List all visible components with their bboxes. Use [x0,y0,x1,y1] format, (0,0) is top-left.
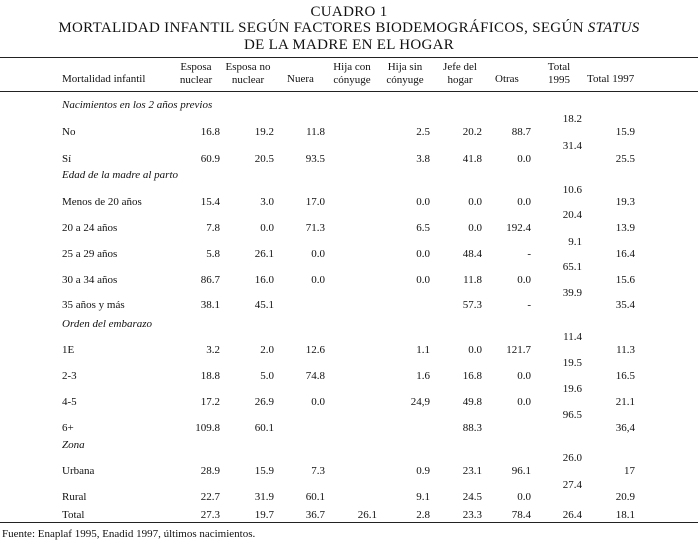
header-rule [0,91,698,92]
cell-total-1995: 18.2 [562,113,582,125]
cell-en: 109.8 [195,422,220,434]
bottom-rule [0,522,698,523]
cell-otras: - [527,248,531,260]
cell-otras: 0.0 [517,274,531,286]
cell-en: 38.1 [200,299,220,311]
row-label: Rural [62,491,87,503]
cell-enn: 26.9 [254,396,274,408]
cell-t97: 15.6 [615,274,635,286]
cell-total-1995: 10.6 [562,184,582,196]
header-nuera: Nuera [287,73,314,85]
cell-hs: 0.0 [416,248,430,260]
cell-otras: 0.0 [517,396,531,408]
cell-total-1995: 11.4 [563,331,582,343]
cell-hc: 26.1 [357,509,377,521]
cell-otras: 0.0 [517,491,531,503]
cell-nuera: 74.8 [305,370,325,382]
cell-otras: 0.0 [517,153,531,165]
cell-t97: 35.4 [615,299,635,311]
row-label: 2-3 [62,370,77,382]
cell-jefe: 0.0 [468,196,482,208]
cell-hs: 0.9 [416,465,430,477]
cell-t97: 18.1 [615,509,635,521]
cell-hs: 9.1 [416,491,430,503]
cell-jefe: 0.0 [468,222,482,234]
row-label: No [62,126,76,138]
cell-otras: 88.7 [511,126,531,138]
header-esposa-no-nuclear: Esposa no nuclear [225,61,271,86]
cell-total-1995: 9.1 [568,236,582,248]
cell-total-1995: 65.1 [562,261,582,273]
cell-hs: 2.8 [416,509,430,521]
table-number: CUADRO 1 [310,4,388,20]
cell-hs: 1.6 [416,370,430,382]
cell-enn: 45.1 [254,299,274,311]
row-label: Urbana [62,465,95,477]
cell-enn: 19.2 [254,126,274,138]
cell-nuera: 0.0 [311,274,325,286]
header-esposa-nuclear: Esposa nuclear [179,61,213,86]
cell-en: 60.9 [200,153,220,165]
cell-en: 5.8 [206,248,220,260]
cell-hs: 24,9 [410,396,430,408]
cell-t97: 13.9 [615,222,635,234]
cell-otras: - [527,299,531,311]
row-label: 1E [62,344,75,356]
cell-total-1995: 31.4 [562,140,582,152]
cell-hs: 6.5 [416,222,430,234]
cell-jefe: 57.3 [462,299,482,311]
cell-nuera: 11.8 [306,126,325,138]
cell-t97: 20.9 [615,491,635,503]
cell-enn: 26.1 [254,248,274,260]
header-hija-sin-conyuge: Hija sin cónyuge [386,61,424,86]
section-orden-embarazo: Orden del embarazo [62,318,153,330]
cell-nuera: 93.5 [305,153,325,165]
cell-hs: 2.5 [416,126,430,138]
cell-t97: 15.9 [615,126,635,138]
cell-enn: 20.5 [254,153,274,165]
cell-jefe: 20.2 [462,126,482,138]
cell-enn: 5.0 [260,370,274,382]
row-label: Sí [62,153,72,165]
cell-otras: 0.0 [517,370,531,382]
cell-total-1995: 19.5 [562,357,582,369]
cell-enn: 19.7 [254,509,274,521]
cell-jefe: 11.8 [463,274,482,286]
cell-en: 27.3 [200,509,220,521]
cell-hs: 3.8 [416,153,430,165]
table-subtitle: DE LA MADRE EN EL HOGAR [243,37,455,53]
cell-jefe: 41.8 [462,153,482,165]
row-label: 4-5 [62,396,77,408]
cell-jefe: 23.3 [462,509,482,521]
row-label: Total [62,509,85,521]
header-total-1995: Total 1995 [547,61,571,86]
cell-nuera: 71.3 [305,222,325,234]
cell-enn: 3.0 [260,196,274,208]
cell-jefe: 23.1 [462,465,482,477]
cell-otras: 0.0 [517,196,531,208]
cell-en: 18.8 [200,370,220,382]
table-title [0,20,698,36]
cell-hs: 1.1 [416,344,430,356]
cell-en: 7.8 [206,222,220,234]
row-label: 25 a 29 años [62,248,118,260]
cell-nuera: 0.0 [311,396,325,408]
cell-t97: 36,4 [615,422,635,434]
top-rule [0,57,698,58]
cell-t97: 19.3 [615,196,635,208]
section-zona: Zona [62,439,85,451]
cell-total-1995: 20.4 [562,209,582,221]
cell-jefe: 88.3 [462,422,482,434]
header-otras: Otras [495,73,519,85]
cell-total-1995: 26.0 [562,452,582,464]
section-nacimientos: Nacimientos en los 2 años previos [62,99,213,111]
row-label: 30 a 34 años [62,274,118,286]
cell-t97: 17 [624,465,635,477]
cell-total-1995: 27.4 [562,479,582,491]
cell-t97: 21.1 [615,396,635,408]
table-title-main: MORTALIDAD INFANTIL SEGÚN FACTORES BIODEMOGRÁFICOS, SEGÚN [58,20,588,36]
cell-nuera: 7.3 [311,465,325,477]
cell-enn: 15.9 [254,465,274,477]
cell-jefe: 48.4 [462,248,482,260]
row-label: 35 años y más [62,299,125,311]
cell-t97: 16.4 [615,248,635,260]
row-label: 20 a 24 años [62,222,118,234]
cell-nuera: 36.7 [305,509,325,521]
cell-total-1995: 39.9 [562,287,582,299]
table-title-italic: STATUS [587,20,640,36]
cell-nuera: 60.1 [305,491,325,503]
cell-en: 17.2 [200,396,220,408]
cell-jefe: 24.5 [462,491,482,503]
cell-otras: 192.4 [506,222,531,234]
cell-enn: 60.1 [254,422,274,434]
cell-en: 3.2 [206,344,220,356]
header-hija-con-conyuge: Hija con cónyuge [333,61,371,86]
cell-t97: 25.5 [615,153,635,165]
cell-en: 28.9 [200,465,220,477]
source-note: Fuente: Enaplaf 1995, Enadid 1997, últimos nacimientos. [2,528,256,540]
cell-nuera: 0.0 [311,248,325,260]
header-jefe-del-hogar: Jefe del hogar [443,61,477,86]
section-edad-madre: Edad de la madre al parto [62,169,178,181]
cell-enn: 31.9 [254,491,274,503]
cell-otras: 121.7 [506,344,531,356]
cell-hs: 0.0 [416,196,430,208]
cell-enn: 2.0 [260,344,274,356]
cell-nuera: 17.0 [305,196,325,208]
cell-jefe: 0.0 [468,344,482,356]
cell-en: 15.4 [200,196,220,208]
cell-en: 86.7 [200,274,220,286]
header-mortalidad-infantil: Mortalidad infantil [62,73,146,85]
cell-en: 16.8 [200,126,220,138]
cell-otras: 78.4 [511,509,531,521]
cell-enn: 0.0 [260,222,274,234]
cell-en: 22.7 [200,491,220,503]
cell-total-1995: 96.5 [562,409,582,421]
cell-jefe: 49.8 [462,396,482,408]
header-total-1997: Total 1997 [587,73,635,85]
cell-jefe: 16.8 [462,370,482,382]
row-label: 6+ [62,422,74,434]
cell-nuera: 12.6 [305,344,325,356]
cell-total-1995: 26.4 [562,509,582,521]
row-label: Menos de 20 años [62,196,142,208]
cell-otras: 96.1 [511,465,531,477]
cell-hs: 0.0 [416,274,430,286]
cell-total-1995: 19.6 [562,383,582,395]
cell-t97: 11.3 [616,344,635,356]
cell-t97: 16.5 [615,370,635,382]
cell-enn: 16.0 [254,274,274,286]
